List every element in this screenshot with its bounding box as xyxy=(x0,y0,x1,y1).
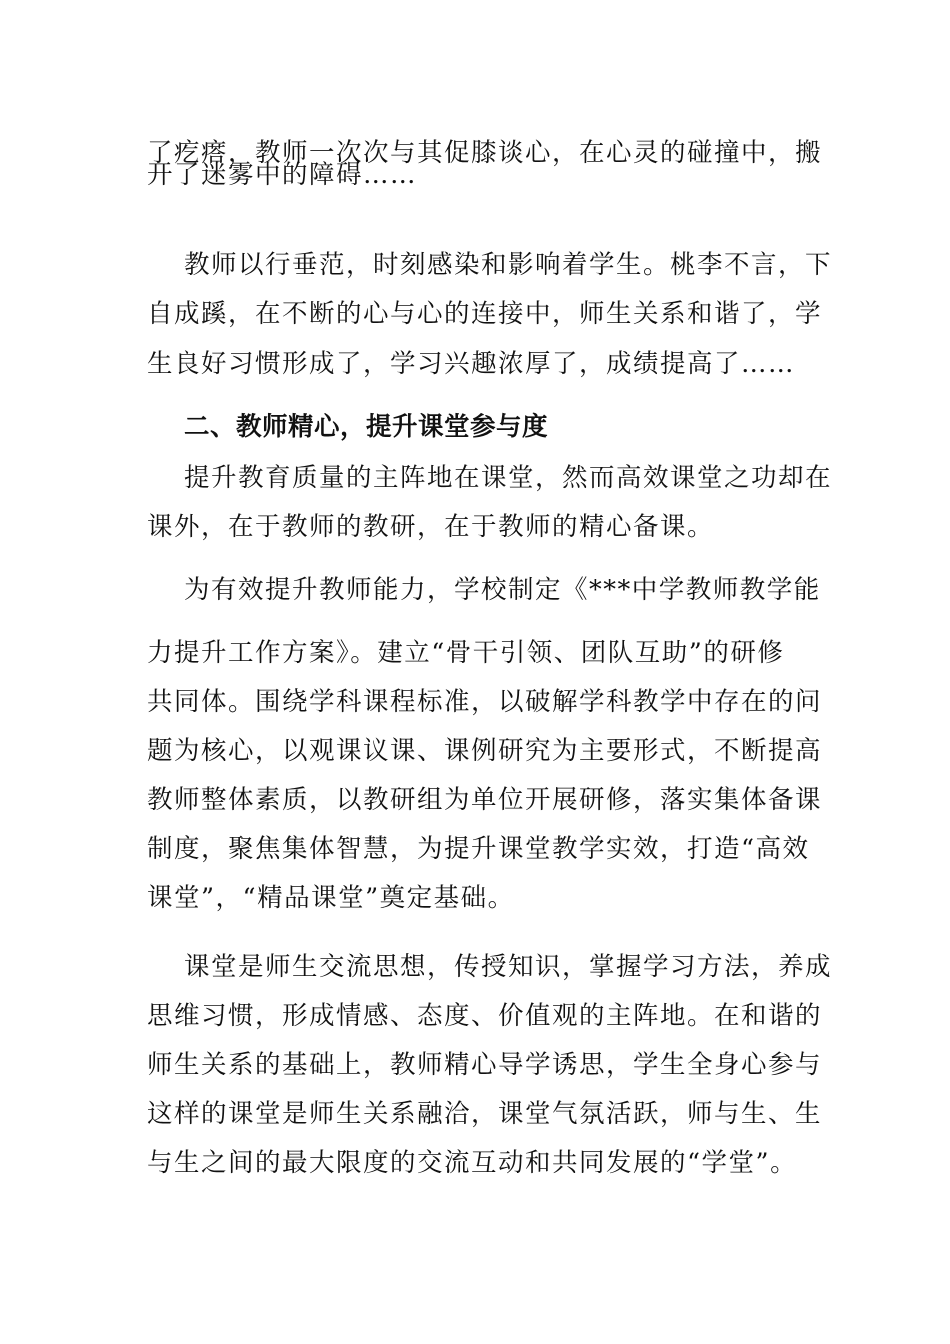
paragraph-4-line-3: 共同体。围绕学科课程标准，以破解学科教学中存在的问 xyxy=(147,687,823,717)
paragraph-1-line-1: 了疙瘩，教师一次次与其促膝谈心，在心灵的碰撞中，搬 xyxy=(147,138,823,168)
paragraph-4-line-4: 题为核心，以观课议课、课例研究为主要形式，不断提高 xyxy=(147,736,823,766)
paragraph-4-line-1: 为有效提升教师能力，学校制定《***中学教师教学能 xyxy=(184,575,821,605)
paragraph-5-line-2: 思维习惯，形成情感、态度、价值观的主阵地。在和谐的 xyxy=(147,1001,823,1031)
paragraph-5-line-5: 与生之间的最大限度的交流互动和共同发展的“学堂”。 xyxy=(147,1148,798,1178)
paragraph-5-line-1: 课堂是师生交流思想，传授知识，掌握学习方法，养成 xyxy=(184,952,833,982)
paragraph-5-line-3: 师生关系的基础上，教师精心导学诱思，学生全身心参与 xyxy=(147,1050,823,1080)
paragraph-4-line-6: 制度，聚焦集体智慧，为提升课堂教学实效，打造“高效 xyxy=(147,834,810,864)
paragraph-2-line-3: 生良好习惯形成了，学习兴趣浓厚了，成绩提高了…… xyxy=(147,349,796,379)
paragraph-3-line-1: 提升教育质量的主阵地在课堂，然而高效课堂之功却在 xyxy=(184,463,833,493)
paragraph-4-line-2: 力提升工作方案》。建立“骨干引领、团队互助”的研修 xyxy=(147,638,785,668)
paragraph-2-line-1: 教师以行垂范，时刻感染和影响着学生。桃李不言，下 xyxy=(184,250,833,280)
paragraph-4-line-5: 教师整体素质，以教研组为单位开展研修，落实集体备课 xyxy=(147,785,823,815)
paragraph-4-line-7: 课堂”，“精品课堂”奠定基础。 xyxy=(147,883,515,913)
paragraph-3-line-2: 课外，在于教师的教研，在于教师的精心备课。 xyxy=(147,512,715,542)
paragraph-1-line-2: 开了迷雾中的障碍…… xyxy=(147,160,418,190)
paragraph-5-line-4: 这样的课堂是师生关系融洽，课堂气氛活跃，师与生、生 xyxy=(147,1099,823,1129)
paragraph-2-line-2: 自成蹊，在不断的心与心的连接中，师生关系和谐了，学 xyxy=(147,299,823,329)
section-heading: 二、教师精心，提升课堂参与度 xyxy=(184,412,549,442)
